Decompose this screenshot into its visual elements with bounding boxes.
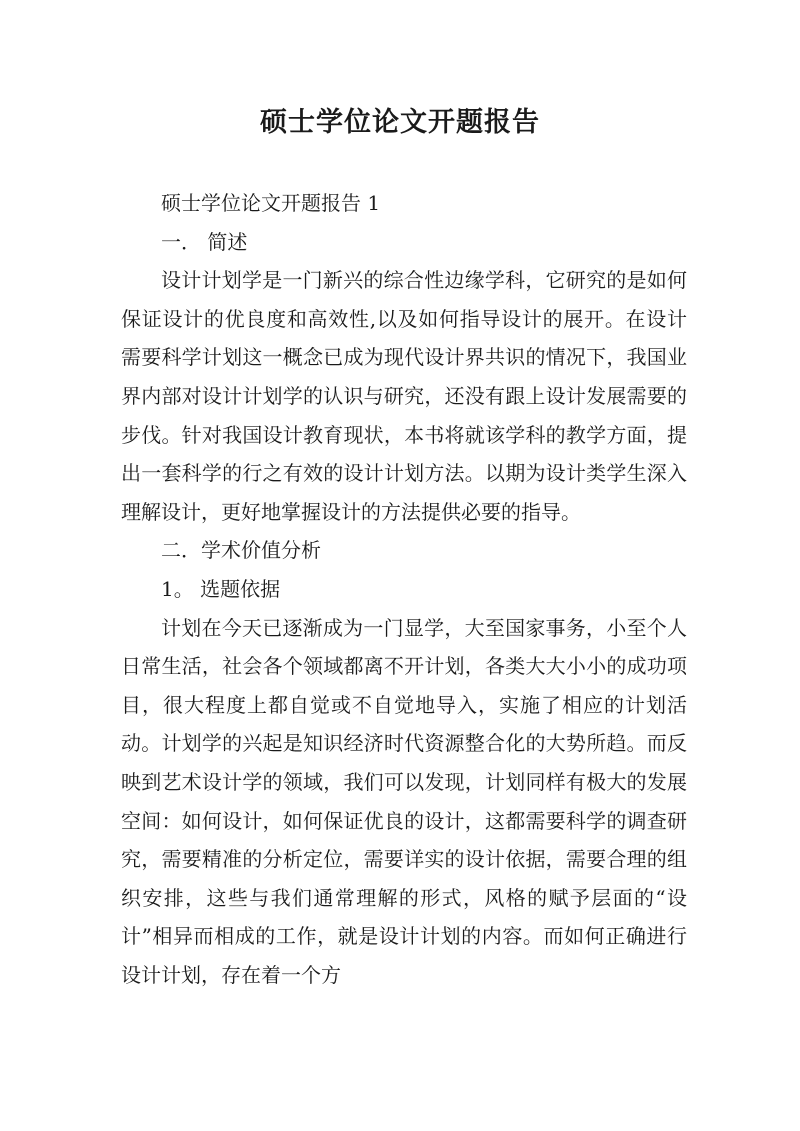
- paragraph-report-heading: 硕士学位论文开题报告 1: [161, 191, 381, 215]
- document-title: 硕士学位论文开题报告: [260, 107, 540, 138]
- document-body: [121, 184, 687, 994]
- paragraph-subsection-1-heading: 1。 选题依据: [161, 576, 281, 601]
- paragraph-section-2-heading: 二．学术价值分析: [161, 538, 321, 563]
- paragraph-topic-basis: 计划在今天已逐渐成为一门显学，大至国家事务，小至个人日常生活，社会各个领域都离不开计划，各类大大小小的成功项目，很大程度上都自觉或不自觉地导入，实施了相应的计划活动。计划学的兴起是知识经济时代资源整合化的大势所趋。而反映到艺术设计学的领域，我们可以发现，计划同样有极大的发展空间：如何设计，如何保证优良的设计，这都需要科学的调查研究，需要精准的分析定位，需要详实的设计依据，需要合理的组织安排，这些与我们通常理解的形式，风格的赋予层面的“设计”相异而相成的工作，就是设计计划的内容。而如何正确进行设计计划，存在着一个方: [121, 615, 687, 987]
- paragraph-section-1-heading: 一． 简述: [161, 229, 248, 254]
- paragraph-summary: 设计计划学是一门新兴的综合性边缘学科，它研究的是如何保证设计的优良度和高效性,以及如何指导设计的展开。在设计需要科学计划这一概念已成为现代设计界共识的情况下，我国业界内部对设计计划学的认识与研究，还没有跟上设计发展需要的步伐。针对我国设计教育现状，本书将就该学科的教学方面，提出一套科学的行之有效的设计计划方法。以期为设计类学生深入理解设计，更好地掌握设计的方法提供必要的指导。: [121, 268, 687, 524]
